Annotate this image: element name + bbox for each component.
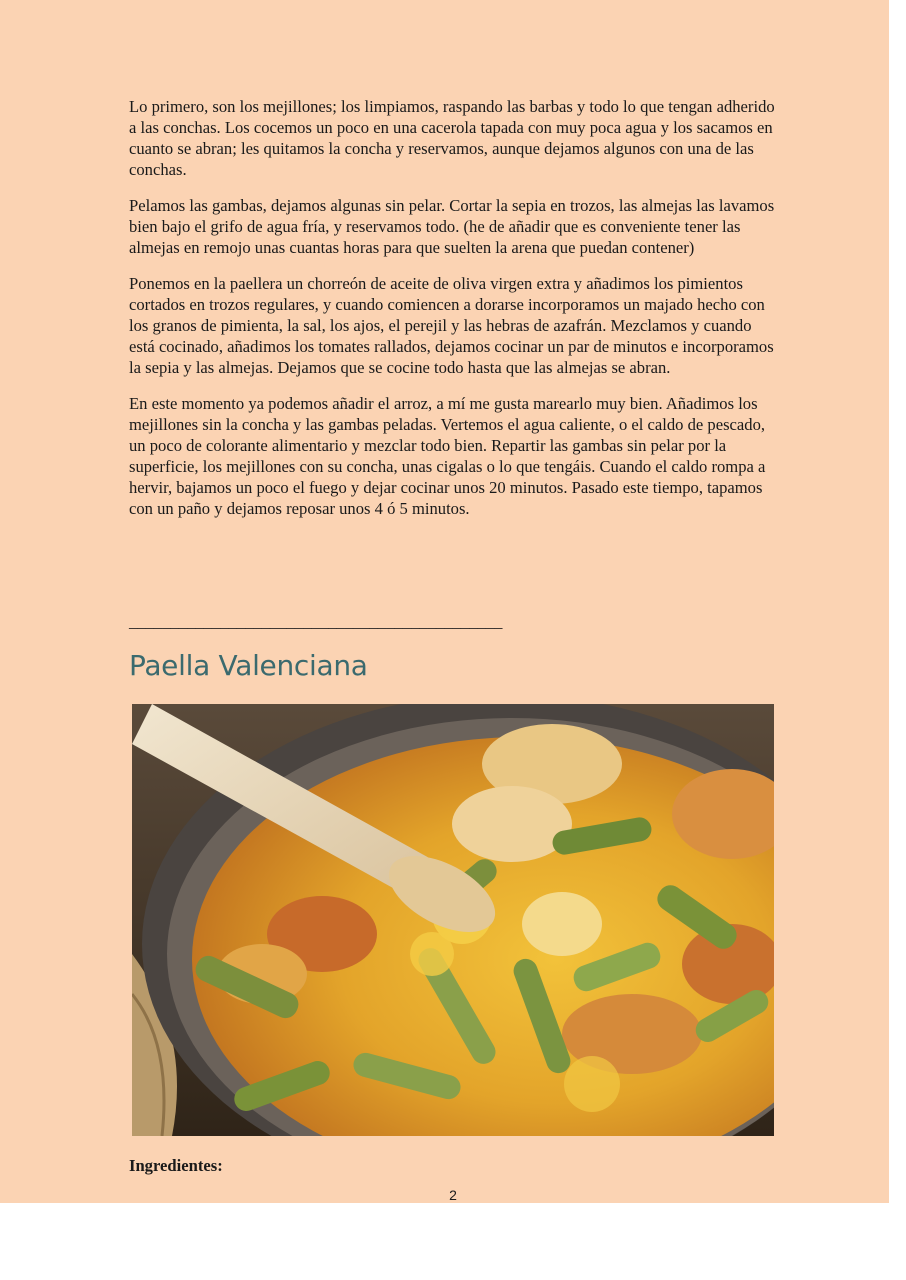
paella-photo: [132, 704, 774, 1136]
recipe-instructions: [129, 96, 779, 534]
ingredients-heading: Ingredientes:: [129, 1156, 223, 1175]
paragraph-sofrito: Ponemos en la paellera un chorreón de aceite de oliva virgen extra y añadimos los pimientos cortados en trozos regulares, y cuando comiencen a dorarse incorporamos un majado hecho con los granos de pimienta, la sal, los ajos, el perejil y las hebras de azafrán. Mezclamos y cuando está cocinado, añadimos los tomates rallados, dejamos cocinar un par de minutos e incorporamos la sepia y las almejas. Dejamos que se cocine todo hasta que las almejas se abran.: [129, 274, 774, 377]
section-separator: _____________________________________________: [129, 612, 503, 631]
section-title: Paella Valenciana: [129, 649, 368, 682]
paragraph-rice: En este momento ya podemos añadir el arroz, a mí me gusta marearlo muy bien. Añadimos los mejillones sin la concha y las gambas peladas. Vertemos el agua caliente, o el caldo de pescado, un poco de colorante alimentario y mezclar todo bien. Repartir las gambas sin pelar por la superficie, los mejillones con su concha, unas cigalas o lo que tengáis. Cuando el caldo rompa a hervir, bajamos un poco el fuego y dejar cocinar unos 20 minutos. Pasado este tiempo, tapamos con un paño y dejamos reposar unos 4 ó 5 minutos.: [129, 394, 766, 518]
page-number: 2: [449, 1187, 457, 1203]
paragraph-mussels: Lo primero, son los mejillones; los limpiamos, raspando las barbas y todo lo que tengan adherido a las conchas. Los cocemos un poco en una cacerola tapada con muy poca agua y los sacamos en cuanto se abran; les quitamos la concha y reservamos, aunque dejamos algunos con una de las conchas.: [129, 97, 775, 179]
paragraph-prawns: Pelamos las gambas, dejamos algunas sin pelar. Cortar la sepia en trozos, las almejas las lavamos bien bajo el grifo de agua fría, y reservamos todo. (he de añadir que es conveniente tener las almejas en remojo unas cuantas horas para que suelten la arena que puedan contener): [129, 196, 775, 257]
